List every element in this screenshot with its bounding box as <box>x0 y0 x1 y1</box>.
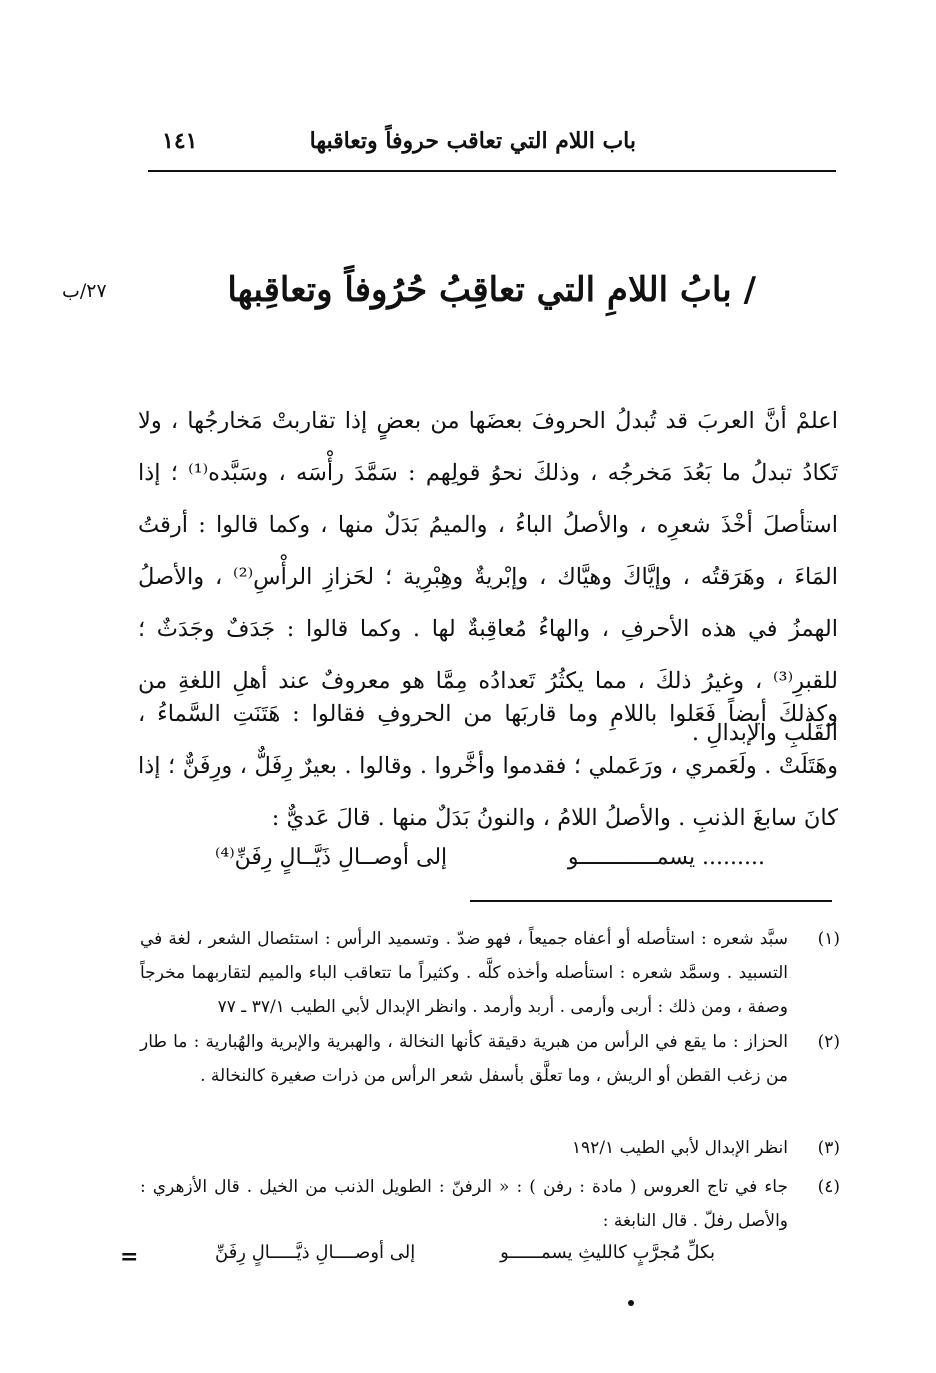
footnote-4 <box>140 1170 840 1238</box>
page-header <box>148 120 836 172</box>
footnote-text: جاء في تاج العروس ( مادة : رفن ) : « الرفنّ : الطويل الذنب من الخيل . قال الأزهري : والأصل رفلّ . قال النابغة : <box>140 1177 788 1231</box>
continuation-mark: = <box>120 1244 139 1270</box>
body-paragraph-2 <box>138 688 838 844</box>
footnote-separator <box>470 900 832 902</box>
chapter-title: / بابُ اللامِ التي تعاقِبُ حُرُوفاً وتعاقِبها <box>227 270 756 310</box>
paragraph-text: وكذلكَ أيضاً فَعَلوا باللامِ وما قاربَها من الحروفِ فقالوا : هَتَنَتِ السَّماءُ ، وهَتَلَتْ . ولَعَمري ، ورَعَملي ؛ فقدموا وأخَّروا . وقالوا . بعيرٌ رِفَلٌّ ، ورِفَنٌّ ؛ إذا كانَ سابغَ الذنبِ . والأصلُ اللامُ ، والنونُ بَدَلٌ منها . قالَ عَديٌّ : <box>138 701 838 831</box>
verse-hemistich-first: ......... يسمــــــــــــو <box>567 845 765 870</box>
running-title: باب اللام التي تعاقب حروفاً وتعاقبها <box>309 128 636 154</box>
verse-hemistich-second: إلى أوصــالِ ذَيَّــالٍ رِفَنِّ⁽⁴⁾ <box>215 845 448 870</box>
footnote-1 <box>140 922 840 1024</box>
margin-folio-reference: ٢٧/ب <box>62 280 107 302</box>
poetry-verse <box>215 845 765 885</box>
footnote-number: (٣) <box>817 1138 840 1158</box>
paragraph-text: اعلمْ أنَّ العربَ قد تُبدلُ الحروفَ بعضَها من بعضٍ إذا تقاربتْ مَخارجُها ، ولا تَكادُ تبدلُ ما بَعُدَ مَخرجُه ، وذلكَ نحوُ قولِهم : سَمَّدَ رأْسَه ، وسَبَّده⁽¹⁾ ؛ إذا استأصلَ أخْذَ شعرِه ، والأصلُ الباءُ ، والميمُ بَدَلٌ منها ، وكما قالوا : أرقتُ المَاءَ ، وهَرَقتُه ، وإيَّاكَ وهيَّاك ، وإبْريةٌ وهِبْرِية ؛ لحَزازِ الرأْسِ⁽²⁾ ، والأصلُ الهمزُ في هذه الأحرفِ ، والهاءُ مُعاقِبةٌ لها . وكما قالوا : جَدَفٌ وجَدَثٌ ؛ للقبرِ⁽³⁾ ، وغيرُ ذلكَ ، مما يكثُرُ تَعدادُه مِمَّا هو معروفٌ عند أهلِ اللغةِ من القَلْبِ والإبدالِ . <box>138 408 839 746</box>
page-number: ١٤١ <box>162 128 198 154</box>
footnote-2 <box>140 1025 840 1093</box>
footnote-number: (١) <box>817 929 840 949</box>
footnote-verse-hemistich-second: إلى أوصــــالِ ذيَّـــــالٍ رِفَنِّ <box>215 1242 416 1263</box>
footnote-text: انظر الإبدال لأبي الطيب ١٩٢/١ <box>571 1138 788 1158</box>
footnote-3 <box>140 1131 840 1165</box>
footnote-number: (٤) <box>817 1177 840 1197</box>
footnote-number: (٢) <box>817 1032 840 1052</box>
footnote-text: الحزاز : ما يقع في الرأس من هبرية دقيقة كأنها النخالة ، والهبرية والإبرية والهُبارية : ما طار من زغب القطن أو الريش ، وما تعلَّق بأسفل شعر الرأس من ذرات صغيرة كالنخالة . <box>140 1032 788 1086</box>
footnote-verse-hemistich-first: بكلِّ مُجرَّبٍ كالليثِ يسمــــــو <box>500 1242 715 1263</box>
footnote-text: سبَّد شعره : استأصله أو أعفاه جميعاً ، فهو ضدّ . وتسميد الرأس : استئصال الشعر ، لغة في التسبيد . وسمَّد شعره : استأصله وأخذه كلَّه . وكثيراً ما تتعاقب الباء والميم لتقاربهما مخرجاً وصفة ، ومن ذلك : أربى وأرمى . أربد وأرمد . وانظر الإبدال لأبي الطيب ٣٧/١ ـ ٧٧ <box>140 929 788 1017</box>
footnote-verse <box>215 1242 715 1276</box>
page-dot-mark <box>628 1300 634 1306</box>
